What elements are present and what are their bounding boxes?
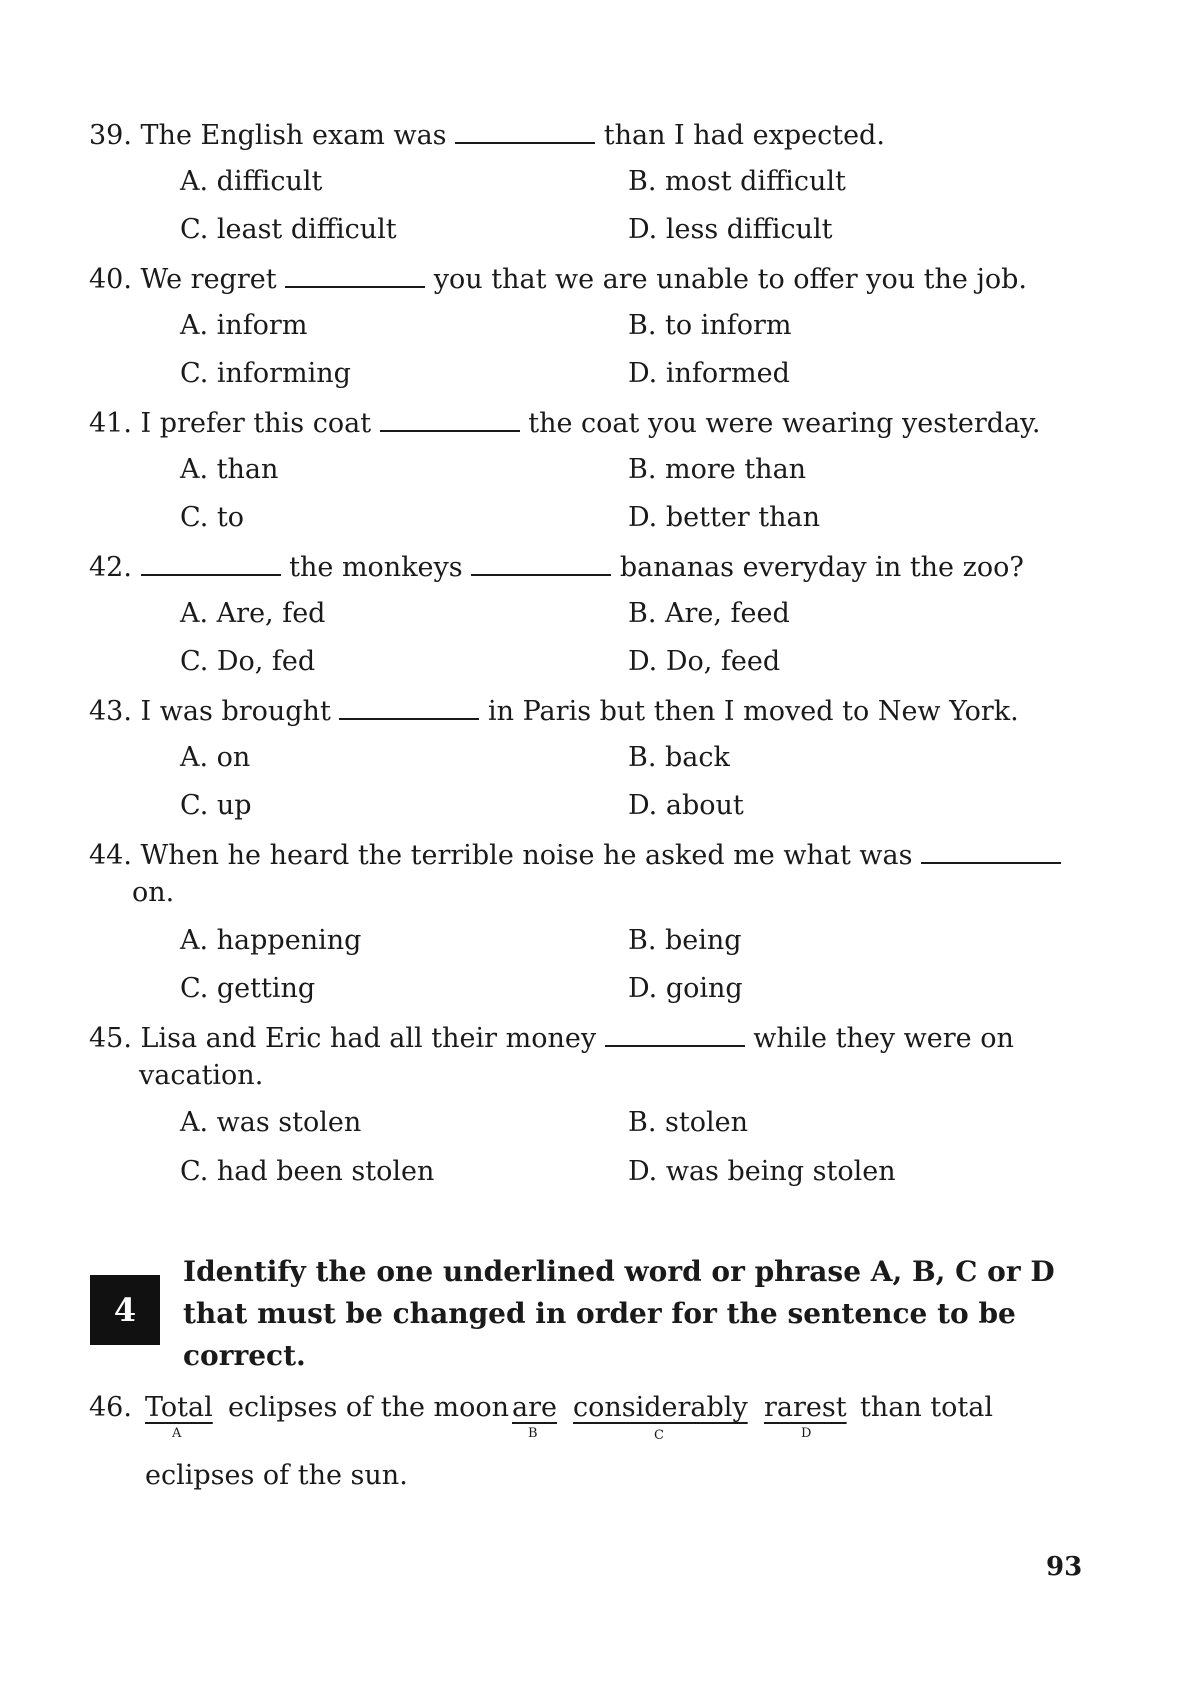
question-45 [89, 1021, 1014, 1056]
option-d: D. better than [628, 502, 821, 533]
option-d: D. going [628, 973, 743, 1004]
question-text-pre: We regret [140, 264, 277, 295]
option-b: B. most difficult [628, 166, 846, 197]
option-c: C. least difficult [180, 214, 397, 245]
question-46-text: than total [860, 1392, 993, 1423]
option-b: B. more than [628, 454, 807, 485]
question-42 [89, 550, 1024, 585]
question-39 [89, 118, 885, 153]
underlined-option-d: rarest [764, 1392, 847, 1423]
question-text-pre: When he heard the terrible noise he asked me what was [140, 840, 913, 871]
section-number-badge: 4 [90, 1275, 160, 1345]
option-b: B. being [628, 925, 742, 956]
option-c: C. had been stolen [180, 1156, 435, 1187]
option-d: D. informed [628, 358, 790, 389]
question-text-post: the coat you were wearing yesterday. [528, 408, 1041, 439]
option-a: A. happening [180, 925, 362, 956]
option-d: D. Do, feed [628, 646, 781, 677]
answer-blank [921, 838, 1061, 864]
question-number: 40. [89, 264, 132, 295]
question-number: 42. [89, 552, 132, 583]
question-continuation: vacation. [139, 1060, 264, 1091]
section-instruction-line-1: Identify the one underlined word or phrase A, B, C or D [183, 1255, 1055, 1288]
option-c: C. getting [180, 973, 316, 1004]
question-text-pre: Lisa and Eric had all their money [140, 1023, 597, 1054]
question-46-number: 46. [89, 1392, 132, 1423]
option-letter-d: D [801, 1426, 812, 1441]
answer-blank [285, 262, 425, 288]
question-number: 45. [89, 1023, 132, 1054]
question-43 [89, 694, 1019, 729]
question-number: 39. [89, 120, 132, 151]
option-a: A. on [180, 742, 251, 773]
option-c: C. up [180, 790, 252, 821]
option-c: C. informing [180, 358, 351, 389]
option-a: A. Are, fed [180, 598, 326, 629]
answer-blank [605, 1021, 745, 1047]
option-b: B. Are, feed [628, 598, 790, 629]
option-d: D. less difficult [628, 214, 833, 245]
question-text-pre: I was brought [140, 696, 331, 727]
underlined-option-a: Total [145, 1392, 213, 1423]
option-b: B. stolen [628, 1107, 748, 1138]
underlined-option-c: considerably [573, 1392, 748, 1423]
option-c: C. Do, fed [180, 646, 316, 677]
question-text-post: while they were on [753, 1023, 1014, 1054]
option-d: D. was being stolen [628, 1156, 896, 1187]
question-41 [89, 406, 1040, 441]
question-text-post: than I had expected. [603, 120, 885, 151]
option-a: A. than [180, 454, 279, 485]
option-b: B. back [628, 742, 730, 773]
option-c: C. to [180, 502, 244, 533]
question-44 [89, 838, 1061, 873]
question-number: 44. [89, 840, 132, 871]
answer-blank [339, 694, 479, 720]
question-text-post: in Paris but then I moved to New York. [488, 696, 1019, 727]
option-b: B. to inform [628, 310, 792, 341]
section-instruction-line-3: correct. [183, 1339, 306, 1372]
option-d: D. about [628, 790, 744, 821]
question-text-post: bananas everyday in the zoo? [619, 552, 1024, 583]
question-46-text: eclipses of the moon [228, 1392, 510, 1423]
option-a: A. difficult [180, 166, 323, 197]
option-a: A. inform [180, 310, 308, 341]
option-letter-c: C [654, 1428, 664, 1443]
answer-blank [380, 406, 520, 432]
page-number: 93 [1046, 1552, 1083, 1582]
question-text-mid: the monkeys [289, 552, 463, 583]
question-number: 43. [89, 696, 132, 727]
option-letter-a: A [172, 1426, 182, 1441]
section-instruction-line-2: that must be changed in order for the sentence to be [183, 1297, 1016, 1330]
question-continuation: on. [132, 877, 175, 908]
answer-blank [455, 118, 595, 144]
answer-blank [471, 550, 611, 576]
question-40 [89, 262, 1027, 297]
question-text-post: you that we are unable to offer you the job. [433, 264, 1027, 295]
question-continuation: eclipses of the sun. [145, 1460, 408, 1491]
question-number: 41. [89, 408, 132, 439]
question-text-pre: The English exam was [140, 120, 447, 151]
option-letter-b: B [528, 1426, 538, 1441]
answer-blank [141, 550, 281, 576]
underlined-option-b: are [512, 1392, 557, 1423]
question-text-pre: I prefer this coat [140, 408, 372, 439]
option-a: A. was stolen [180, 1107, 362, 1138]
